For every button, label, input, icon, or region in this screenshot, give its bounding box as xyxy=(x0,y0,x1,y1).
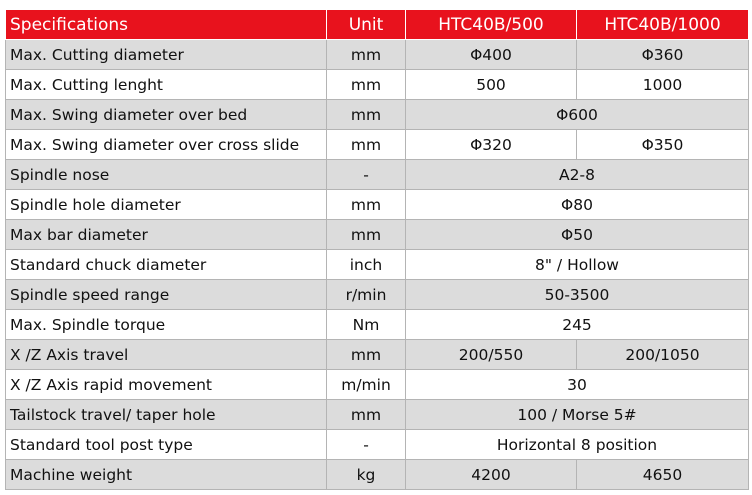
shared-value-cell: 50-3500 xyxy=(406,280,749,310)
table-row xyxy=(6,340,749,370)
unit-cell: inch xyxy=(327,250,406,280)
table-row xyxy=(6,220,749,250)
spec-name-cell: Standard chuck diameter xyxy=(6,250,327,280)
header-specifications: Specifications xyxy=(6,10,327,40)
spec-name-cell: Spindle speed range xyxy=(6,280,327,310)
model-a-value-cell: 500 xyxy=(406,70,577,100)
unit-cell: mm xyxy=(327,400,406,430)
unit-cell: - xyxy=(327,160,406,190)
table-row xyxy=(6,130,749,160)
shared-value-cell: 30 xyxy=(406,370,749,400)
shared-value-cell: Φ600 xyxy=(406,100,749,130)
unit-cell: mm xyxy=(327,130,406,160)
model-b-value-cell: Φ350 xyxy=(577,130,749,160)
model-b-value-cell: Φ360 xyxy=(577,40,749,70)
table-row xyxy=(6,310,749,340)
table-row xyxy=(6,370,749,400)
model-b-value-cell: 4650 xyxy=(577,460,749,490)
unit-cell: mm xyxy=(327,70,406,100)
spec-name-cell: Max. Swing diameter over bed xyxy=(6,100,327,130)
shared-value-cell: 8" / Hollow xyxy=(406,250,749,280)
spec-name-cell: Tailstock travel/ taper hole xyxy=(6,400,327,430)
unit-cell: mm xyxy=(327,220,406,250)
unit-cell: mm xyxy=(327,100,406,130)
table-row xyxy=(6,100,749,130)
unit-cell: mm xyxy=(327,40,406,70)
specifications-table xyxy=(5,9,749,490)
table-body xyxy=(6,40,749,490)
spec-name-cell: X /Z Axis travel xyxy=(6,340,327,370)
spec-name-cell: Spindle hole diameter xyxy=(6,190,327,220)
spec-name-cell: X /Z Axis rapid movement xyxy=(6,370,327,400)
unit-cell: - xyxy=(327,430,406,460)
unit-cell: m/min xyxy=(327,370,406,400)
model-b-value-cell: 1000 xyxy=(577,70,749,100)
table-row xyxy=(6,40,749,70)
table-row xyxy=(6,70,749,100)
model-a-value-cell: 4200 xyxy=(406,460,577,490)
unit-cell: kg xyxy=(327,460,406,490)
header-row xyxy=(6,10,749,40)
table-row xyxy=(6,190,749,220)
model-a-value-cell: Φ320 xyxy=(406,130,577,160)
shared-value-cell: A2-8 xyxy=(406,160,749,190)
model-b-value-cell: 200/1050 xyxy=(577,340,749,370)
spec-name-cell: Max. Swing diameter over cross slide xyxy=(6,130,327,160)
model-a-value-cell: Φ400 xyxy=(406,40,577,70)
table-row xyxy=(6,400,749,430)
table-header xyxy=(6,10,749,40)
shared-value-cell: Horizontal 8 position xyxy=(406,430,749,460)
shared-value-cell: Φ50 xyxy=(406,220,749,250)
spec-name-cell: Max. Cutting diameter xyxy=(6,40,327,70)
spec-name-cell: Spindle nose xyxy=(6,160,327,190)
spec-name-cell: Max bar diameter xyxy=(6,220,327,250)
table-row xyxy=(6,250,749,280)
shared-value-cell: 100 / Morse 5# xyxy=(406,400,749,430)
spec-name-cell: Max. Cutting lenght xyxy=(6,70,327,100)
table-row xyxy=(6,430,749,460)
unit-cell: r/min xyxy=(327,280,406,310)
spec-name-cell: Max. Spindle torque xyxy=(6,310,327,340)
model-a-value-cell: 200/550 xyxy=(406,340,577,370)
header-model-b: HTC40B/1000 xyxy=(577,10,749,40)
unit-cell: mm xyxy=(327,190,406,220)
spec-name-cell: Machine weight xyxy=(6,460,327,490)
unit-cell: Nm xyxy=(327,310,406,340)
unit-cell: mm xyxy=(327,340,406,370)
header-model-a: HTC40B/500 xyxy=(406,10,577,40)
shared-value-cell: 245 xyxy=(406,310,749,340)
spec-name-cell: Standard tool post type xyxy=(6,430,327,460)
table-row xyxy=(6,160,749,190)
shared-value-cell: Φ80 xyxy=(406,190,749,220)
table-row xyxy=(6,280,749,310)
header-unit: Unit xyxy=(327,10,406,40)
table-row xyxy=(6,460,749,490)
